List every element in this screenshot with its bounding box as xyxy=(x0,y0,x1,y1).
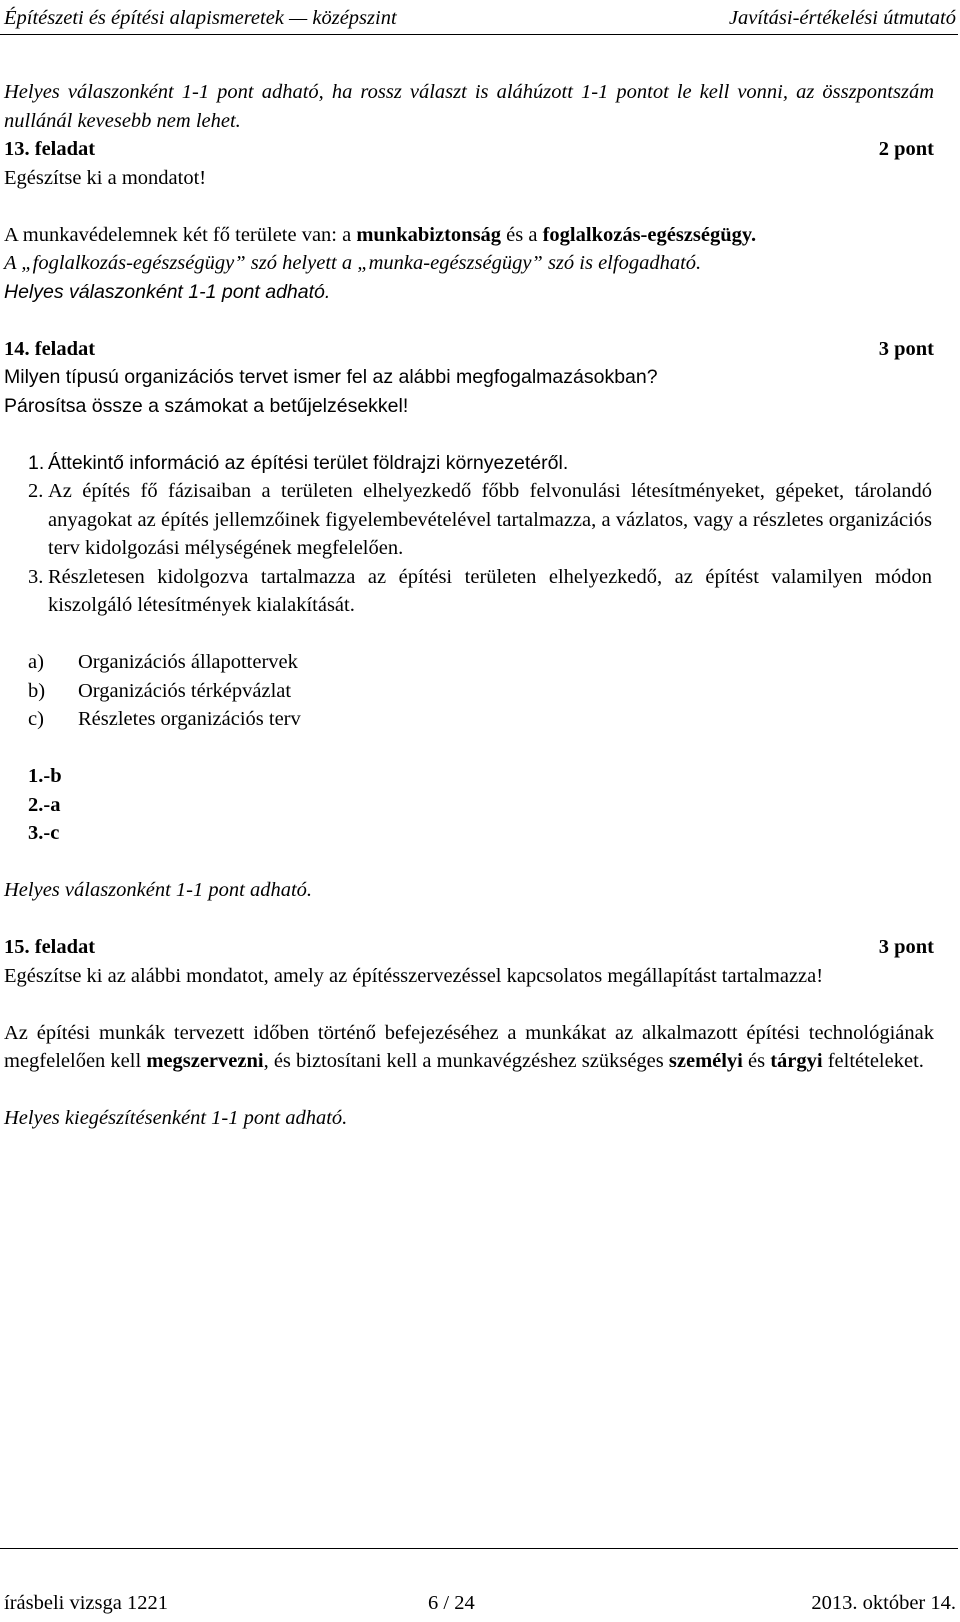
footer-date: 2013. október 14. xyxy=(811,1592,956,1614)
task15-sentence-part2: , és biztosítani kell a munkavégzéshez szükséges xyxy=(263,1050,669,1072)
task14-instruction: Párosítsa össze a számokat a betűjelzésekkel! xyxy=(4,394,409,417)
task13-alternative-note: A „foglalkozás-egészségügy” szó helyett a „munka-egészségügy” szó is elfogadható. xyxy=(4,252,702,274)
task14-title: 14. feladat xyxy=(4,337,96,360)
task14-question: Milyen típusú organizációs tervet ismer fel az alábbi megfogalmazásokban? xyxy=(4,366,658,388)
task14-option xyxy=(4,705,934,734)
task13-instruction: Egészítse ki a mondatot! xyxy=(4,166,207,189)
task15-scoring: Helyes kiegészítésenként 1-1 pont adható. xyxy=(4,1107,348,1129)
task13-sentence-part2: és a xyxy=(501,223,543,246)
task15-sentence-part1: Az építési munkák tervezett időben történő befejezéséhez a munkákat az alkalmazott építési technológiának megfelelően kell xyxy=(4,1021,934,1072)
task15-answer-1: megszervezni xyxy=(146,1050,264,1072)
header-left-title: Építészeti és építési alapismeretek — középszint xyxy=(4,7,397,29)
footer-page-number: 6 / 24 xyxy=(428,1592,475,1614)
task15-instruction: Egészítse ki az alábbi mondatot, amely az építésszervezéssel kapcsolatos megállapítást tartalmazza! xyxy=(4,964,824,987)
task14-item-text: Részletesen kidolgozva tartalmazza az építési területen elhelyezkedő, az építést valamilyen módon kiszolgáló létesítmények kialakítását. xyxy=(48,565,932,616)
page-header xyxy=(0,4,958,35)
task15-answer-3: tárgyi xyxy=(770,1050,823,1072)
task14-option xyxy=(4,677,934,706)
page-footer xyxy=(0,1548,958,1621)
task15-answer-2: személyi xyxy=(668,1050,743,1072)
task13-heading xyxy=(4,135,934,164)
task14-answer: 2.-a xyxy=(28,793,61,816)
task14-scoring: Helyes válaszonként 1-1 pont adható. xyxy=(4,879,313,901)
task14-item-number: 3. xyxy=(28,565,44,588)
page-content xyxy=(4,78,934,1133)
task14-item-number: 1. xyxy=(28,451,45,474)
task14-item-text: Az építés fő fázisaiban a területen elhelyezkedő főbb felvonulási létesítményeket, gépeket, tárolandó anyagokat az építés jellemzőinek figyelembevételével tartalmazza, a vázlatos, vagy a részletes organizációs terv kidolgozási mélységének megfelelően. xyxy=(48,480,932,559)
task14-item xyxy=(4,563,934,620)
task14-option xyxy=(4,648,934,677)
task14-option-text: Részletes organizációs terv xyxy=(78,708,301,730)
task14-option-letter: b) xyxy=(28,679,46,702)
task13-title: 13. feladat xyxy=(4,138,96,160)
task14-points: 3 pont xyxy=(878,337,934,360)
task14-option-text: Organizációs térképvázlat xyxy=(78,679,292,702)
task14-answer: 1.-b xyxy=(28,765,62,787)
task15-title: 15. feladat xyxy=(4,936,96,958)
task13-sentence xyxy=(4,221,934,250)
task14-answer: 3.-c xyxy=(28,822,60,844)
task14-heading xyxy=(4,335,934,364)
task13-points: 2 pont xyxy=(878,138,934,160)
task14-item-text: Áttekintő információ az építési terület földrajzi környezetéről. xyxy=(48,451,569,474)
header-right-title: Javítási-értékelési útmutató xyxy=(728,7,956,29)
task15-sentence-part3: és xyxy=(742,1050,771,1072)
task14-item-number: 2. xyxy=(28,480,44,502)
task13-answer-1: munkabiztonság xyxy=(356,223,502,246)
task13-scoring: Helyes válaszonként 1-1 pont adható. xyxy=(4,280,331,303)
task15-sentence-part4: feltételeket. xyxy=(822,1050,924,1072)
task14-option-letter: a) xyxy=(28,651,44,673)
task14-item xyxy=(4,477,934,563)
task15-sentence xyxy=(4,1019,934,1076)
task15-heading xyxy=(4,933,934,962)
task13-sentence-part1: A munkavédelemnek két fő területe van: a xyxy=(4,223,357,246)
task14-option-letter: c) xyxy=(28,708,44,730)
task14-item xyxy=(4,449,934,478)
task15-points: 3 pont xyxy=(878,936,934,958)
footer-exam-code: írásbeli vizsga 1221 xyxy=(4,1592,168,1614)
intro-scoring-note: Helyes válaszonként 1-1 pont adható, ha rossz választ is aláhúzott 1-1 pontot le kell vonni, az összpontszám nullánál kevesebb nem lehet. xyxy=(4,81,934,132)
task13-answer-2: foglalkozás-egészségügy. xyxy=(542,223,757,246)
task14-option-text: Organizációs állapottervek xyxy=(78,651,298,673)
